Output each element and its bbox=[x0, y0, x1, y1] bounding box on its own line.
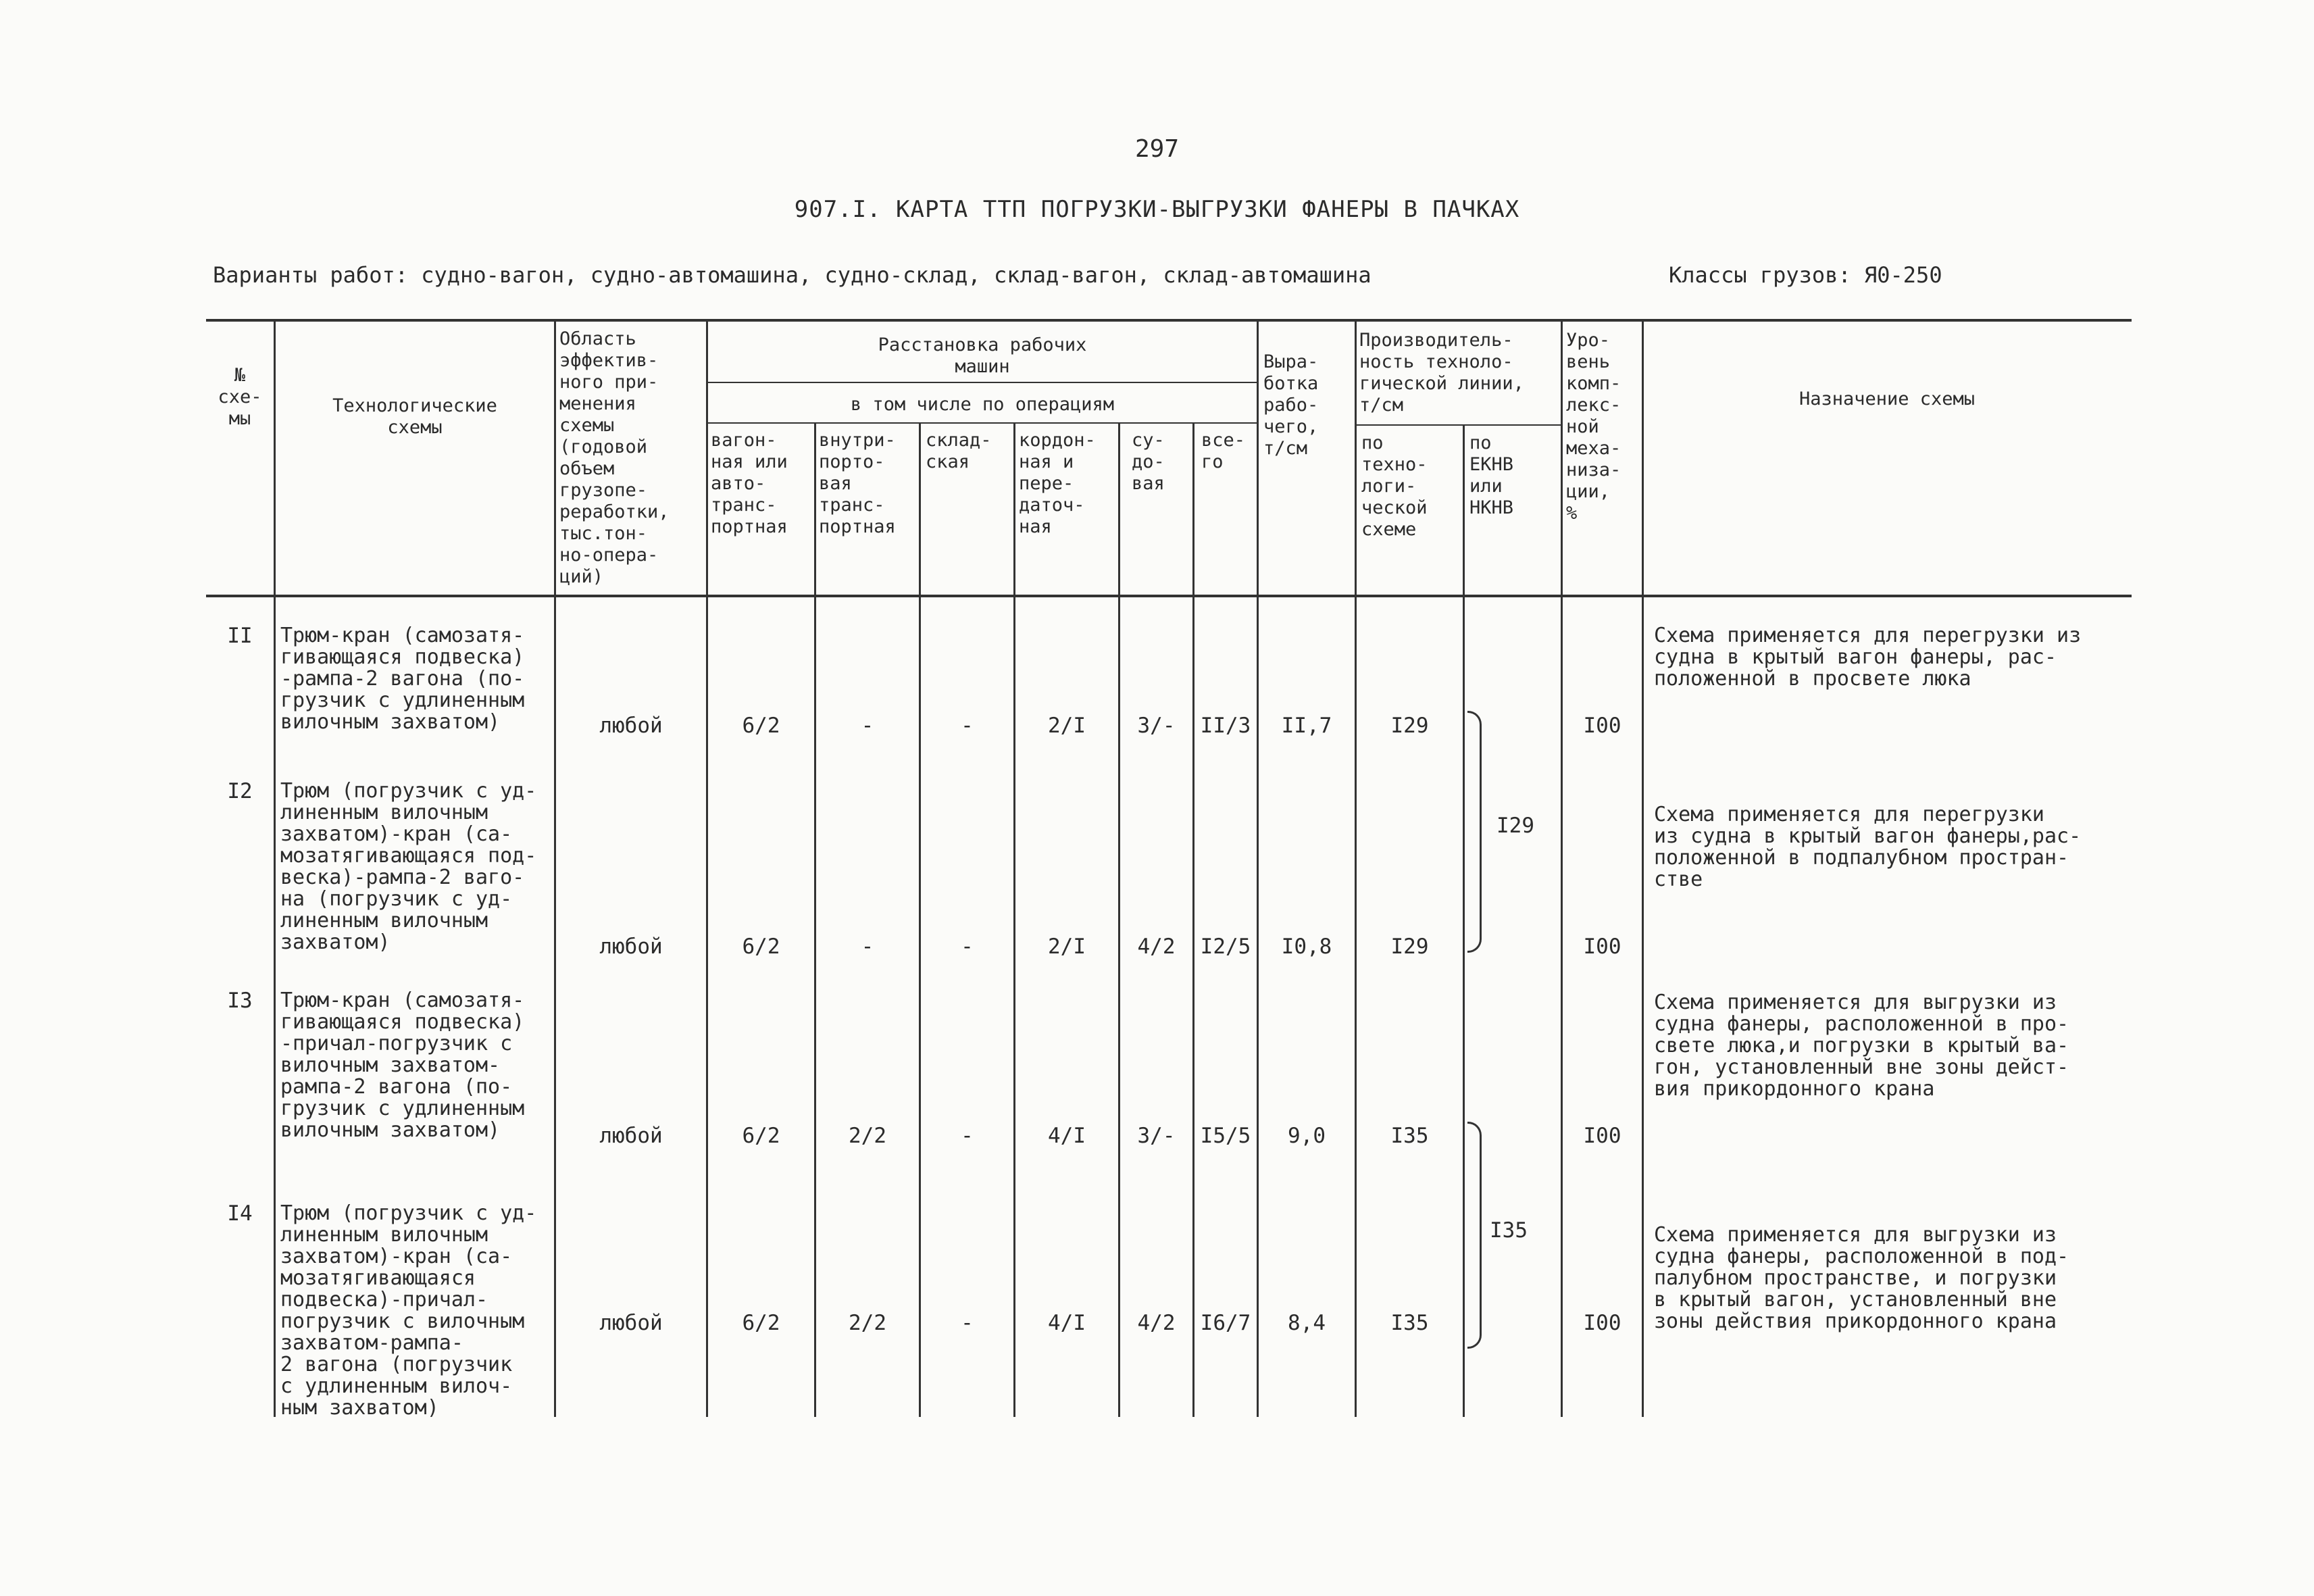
cargo-classes: Классы грузов: Я0-250 bbox=[1669, 262, 1942, 288]
header-productivity: Производитель- ность техноло- гической линии, т/см bbox=[1359, 330, 1524, 416]
op-warehouse-value: - bbox=[961, 1311, 974, 1335]
header-mechanization: Уро- вень комп- лекс- ной меха- низа- ции, % bbox=[1566, 330, 1621, 524]
header-op-cordon: кордон- ная и пере- даточ- ная bbox=[1019, 430, 1096, 537]
subheader-divider bbox=[706, 422, 1257, 424]
mechanization-value: I00 bbox=[1583, 934, 1621, 959]
area-value: любой bbox=[599, 1311, 663, 1335]
op-intraport-value: 2/2 bbox=[849, 1311, 886, 1335]
col-sep bbox=[1561, 319, 1563, 1417]
scheme-description: Трюм (погрузчик с уд- линенным вилочным захватом)-кран (са- мозатягивающаяся под- веска)-рампа-2 ваго- на (погрузчик с уд- линенным вилочным захватом) bbox=[280, 779, 537, 954]
scheme-description: Трюм-кран (самозатя- гивающаяся подвеска) -рампа-2 вагона (по- грузчик с удлиненным вилочным захватом) bbox=[280, 624, 525, 734]
op-wagon-value: 6/2 bbox=[742, 1311, 780, 1335]
ekhv-group-value: I29 bbox=[1496, 814, 1534, 838]
op-warehouse-value: - bbox=[961, 1124, 974, 1148]
col-sep bbox=[1118, 422, 1120, 1417]
col-sep bbox=[706, 319, 708, 1417]
ops-divider bbox=[706, 382, 1257, 383]
col-sep bbox=[1463, 424, 1465, 1417]
page-number: 297 bbox=[1134, 135, 1180, 163]
op-ship-value: 3/- bbox=[1137, 1124, 1176, 1148]
header-area: Область эффектив- ного при- менения схемы (годовой объем грузопе- реработки, тыс.тон- но-опера- ций) bbox=[559, 328, 670, 587]
op-total-value: II/3 bbox=[1200, 714, 1251, 738]
col-sep bbox=[1355, 319, 1357, 1417]
ekhv-group-brace bbox=[1467, 711, 1482, 953]
header-op-ship: су- до- вая bbox=[1132, 430, 1165, 494]
productivity-scheme-value: I35 bbox=[1390, 1124, 1429, 1148]
table-top-border bbox=[206, 319, 2132, 322]
header-purpose: Назначение схемы bbox=[1799, 389, 1976, 409]
scheme-description: Трюм (погрузчик с уд- линенным вилочным захватом)-кран (са- мозатягивающаяся подвеска)-причал- погрузчик с вилочным захватом-рампа- 2 вагона (погрузчик с удлиненным вилоч- ным захватом) bbox=[280, 1201, 537, 1420]
row-number: II bbox=[227, 624, 253, 648]
op-wagon-value: 6/2 bbox=[742, 934, 780, 959]
op-wagon-value: 6/2 bbox=[742, 714, 780, 738]
op-intraport-value: 2/2 bbox=[849, 1124, 886, 1148]
purpose-text: Схема применяется для перегрузки из судна в крытый вагон фанеры,рас- положенной в подпалубном простран- стве bbox=[1654, 803, 2082, 891]
op-cordon-value: 4/I bbox=[1048, 1311, 1086, 1335]
purpose-text: Схема применяется для перегрузки из судна в крытый вагон фанеры, рас- положенной в просвете люка bbox=[1654, 624, 2082, 691]
header-placement: Расстановка рабочих машин bbox=[878, 334, 1087, 377]
header-by-ekhv: по ЕКНВ или НКНВ bbox=[1469, 432, 1514, 518]
col-sep bbox=[554, 319, 556, 1417]
col-sep bbox=[814, 422, 816, 1417]
op-ship-value: 3/- bbox=[1137, 714, 1176, 738]
mechanization-value: I00 bbox=[1583, 714, 1621, 738]
purpose-text: Схема применяется для выгрузки из судна фанеры, расположенной в про- свете люка,и погрузки в крытый ва- гон, установленный вне зоны дейст- вия прикордонного крана bbox=[1654, 991, 2069, 1101]
col-sep bbox=[919, 422, 921, 1417]
scheme-description: Трюм-кран (самозатя- гивающаяся подвеска) -причал-погрузчик с вилочным захватом- рампа-2 вагона (по- грузчик с удлиненным вилочным захватом) bbox=[280, 989, 525, 1142]
op-intraport-value: - bbox=[861, 934, 874, 959]
op-total-value: I5/5 bbox=[1200, 1124, 1251, 1148]
header-by-scheme: по техно- логи- ческой схеме bbox=[1361, 432, 1428, 540]
row-number: I2 bbox=[227, 779, 253, 803]
mechanization-value: I00 bbox=[1583, 1311, 1621, 1335]
col-sep bbox=[1013, 422, 1015, 1417]
output-value: II,7 bbox=[1281, 714, 1332, 738]
area-value: любой bbox=[599, 714, 663, 738]
productivity-scheme-value: I35 bbox=[1390, 1311, 1429, 1335]
col-sep bbox=[1192, 422, 1194, 1417]
header-schemes: Технологические схемы bbox=[332, 395, 497, 438]
productivity-scheme-value: I29 bbox=[1390, 934, 1429, 959]
output-value: I0,8 bbox=[1281, 934, 1332, 959]
work-variants: Варианты работ: судно-вагон, судно-автомашина, судно-склад, склад-вагон, склад-автомашина bbox=[213, 262, 1372, 288]
header-output: Выра- ботка рабо- чего, т/см bbox=[1263, 351, 1319, 459]
op-ship-value: 4/2 bbox=[1137, 1311, 1176, 1335]
header-op-warehouse: склад- ская bbox=[926, 430, 992, 472]
output-value: 9,0 bbox=[1288, 1124, 1326, 1148]
area-value: любой bbox=[599, 934, 663, 959]
productivity-scheme-value: I29 bbox=[1390, 714, 1429, 738]
mechanization-value: I00 bbox=[1583, 1124, 1621, 1148]
op-cordon-value: 4/I bbox=[1048, 1124, 1086, 1148]
header-by-operations: в том числе по операциям bbox=[850, 394, 1115, 415]
col-sep bbox=[1642, 319, 1644, 1417]
header-op-wagon: вагон- ная или авто- транс- портная bbox=[711, 430, 788, 537]
header-op-total: все- го bbox=[1201, 430, 1246, 472]
op-warehouse-value: - bbox=[961, 714, 974, 738]
header-op-intraport: внутри- порто- вая транс- портная bbox=[819, 430, 896, 537]
output-value: 8,4 bbox=[1288, 1311, 1326, 1335]
ekhv-group-brace bbox=[1467, 1122, 1482, 1349]
op-cordon-value: 2/I bbox=[1048, 714, 1086, 738]
header-bottom-border bbox=[206, 595, 2132, 597]
op-warehouse-value: - bbox=[961, 934, 974, 959]
op-wagon-value: 6/2 bbox=[742, 1124, 780, 1148]
ekhv-group-value: I35 bbox=[1490, 1218, 1528, 1243]
area-value: любой bbox=[599, 1124, 663, 1148]
op-intraport-value: - bbox=[861, 714, 874, 738]
purpose-text: Схема применяется для выгрузки из судна фанеры, расположенной в под- палубном пространстве, и погрузки в крытый вагон, установленный вне зоны действия прикордонного крана bbox=[1654, 1223, 2069, 1333]
op-cordon-value: 2/I bbox=[1048, 934, 1086, 959]
row-number: I3 bbox=[227, 989, 253, 1013]
op-ship-value: 4/2 bbox=[1137, 934, 1176, 959]
document-title: 907.I. КАРТА ТТП ПОГРУЗКИ-ВЫГРУЗКИ ФАНЕРЫ В ПАЧКАХ bbox=[794, 196, 1520, 223]
row-number: I4 bbox=[227, 1201, 253, 1226]
prod-divider bbox=[1355, 424, 1561, 426]
col-sep bbox=[1257, 319, 1259, 1417]
col-sep bbox=[274, 319, 276, 1417]
op-total-value: I2/5 bbox=[1200, 934, 1251, 959]
op-total-value: I6/7 bbox=[1200, 1311, 1251, 1335]
header-num: № схе- мы bbox=[218, 365, 262, 429]
